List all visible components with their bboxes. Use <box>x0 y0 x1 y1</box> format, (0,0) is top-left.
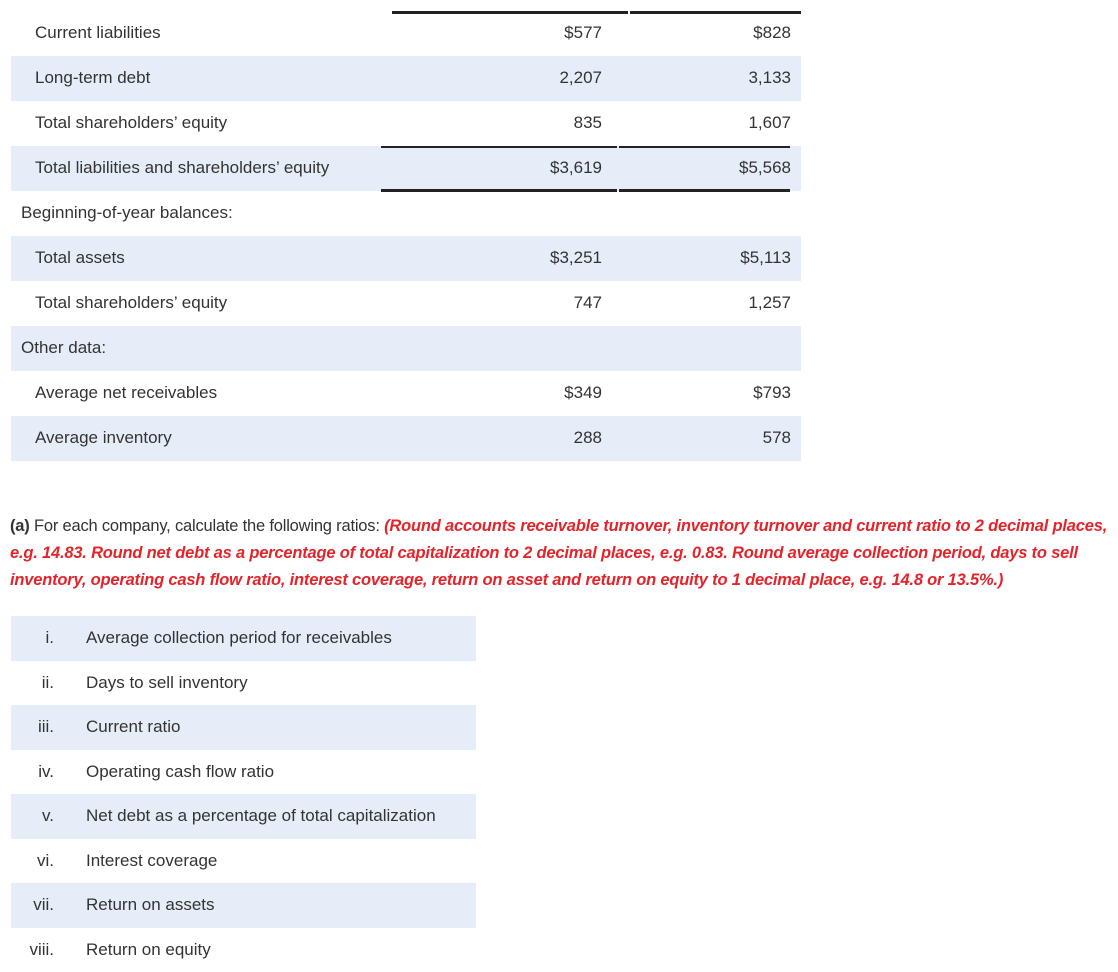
section-heading: Beginning-of-year balances: <box>21 203 233 223</box>
financial-data-table <box>11 0 801 461</box>
ratio-list <box>11 616 476 972</box>
question-text: For each company, calculate the following ratios: <box>30 517 385 535</box>
ratio-name: Interest coverage <box>86 851 217 871</box>
list-item <box>11 750 476 795</box>
ratio-number: ii. <box>42 673 54 693</box>
table-row <box>11 371 801 416</box>
company-b-value: 578 <box>763 428 791 448</box>
list-item <box>11 928 476 972</box>
row-label: Total assets <box>35 248 125 268</box>
ratio-name: Average collection period for receivables <box>86 628 392 648</box>
section-heading-row <box>11 326 801 371</box>
company-b-value: $828 <box>753 23 791 43</box>
subtotal-rule <box>381 146 617 148</box>
company-b-value: 1,607 <box>748 113 791 133</box>
company-b-value: $5,568 <box>739 158 791 178</box>
ratio-number: i. <box>46 628 55 648</box>
company-a-value: 2,207 <box>559 68 602 88</box>
list-item <box>11 839 476 884</box>
ratio-number: iv. <box>38 762 54 782</box>
company-a-value: 835 <box>574 113 602 133</box>
ratio-name: Days to sell inventory <box>86 673 248 693</box>
section-heading-row <box>11 191 801 236</box>
company-b-value: 3,133 <box>748 68 791 88</box>
table-row <box>11 101 801 146</box>
ratio-name: Return on equity <box>86 940 211 960</box>
row-label: Long-term debt <box>35 68 150 88</box>
table-row <box>11 56 801 101</box>
company-a-value: $3,251 <box>550 248 602 268</box>
ratio-name: Net debt as a percentage of total capitalization <box>86 806 436 826</box>
row-label: Total shareholders’ equity <box>35 293 227 313</box>
table-row <box>11 236 801 281</box>
row-label: Average net receivables <box>35 383 217 403</box>
company-a-value: $349 <box>564 383 602 403</box>
ratio-name: Return on assets <box>86 895 215 915</box>
company-a-value: $577 <box>564 23 602 43</box>
row-label: Current liabilities <box>35 23 161 43</box>
row-label: Total liabilities and shareholders’ equity <box>35 158 329 178</box>
table-row <box>11 11 801 56</box>
ratio-number: viii. <box>29 940 54 960</box>
row-label: Total shareholders’ equity <box>35 113 227 133</box>
company-b-value: $793 <box>753 383 791 403</box>
section-heading: Other data: <box>21 338 106 358</box>
ratio-number: iii. <box>38 717 54 737</box>
table-row <box>11 416 801 461</box>
list-item <box>11 794 476 839</box>
ratio-name: Operating cash flow ratio <box>86 762 274 782</box>
list-item <box>11 616 476 661</box>
list-item <box>11 661 476 706</box>
list-item <box>11 705 476 750</box>
subtotal-rule <box>619 146 790 148</box>
table-row <box>11 281 801 326</box>
company-b-value: $5,113 <box>740 248 791 268</box>
row-label: Average inventory <box>35 428 172 448</box>
question-instructions <box>10 513 1108 594</box>
list-item <box>11 883 476 928</box>
company-a-value: 747 <box>574 293 602 313</box>
rounding-note: (Round accounts receivable turnover, inventory turnover and current ratio to 2 decimal places, e.g. 14.83. Round net debt as a percentage of total capitalization to 2 decimal places, e.g. 0.83. Round average collection period, days to sell inventory, operating cash flow ratio, interest coverage, return on asset and return on equity to 1 decimal place, e.g. 14.8 or 13.5%.) <box>10 517 1107 589</box>
question-part-label: (a) <box>10 517 30 535</box>
ratio-number: v. <box>42 806 54 826</box>
ratio-number: vi. <box>37 851 54 871</box>
table-row <box>11 146 801 191</box>
company-b-value: 1,257 <box>748 293 791 313</box>
company-a-value: 288 <box>574 428 602 448</box>
ratio-name: Current ratio <box>86 717 180 737</box>
ratio-number: vii. <box>33 895 54 915</box>
company-a-value: $3,619 <box>550 158 602 178</box>
